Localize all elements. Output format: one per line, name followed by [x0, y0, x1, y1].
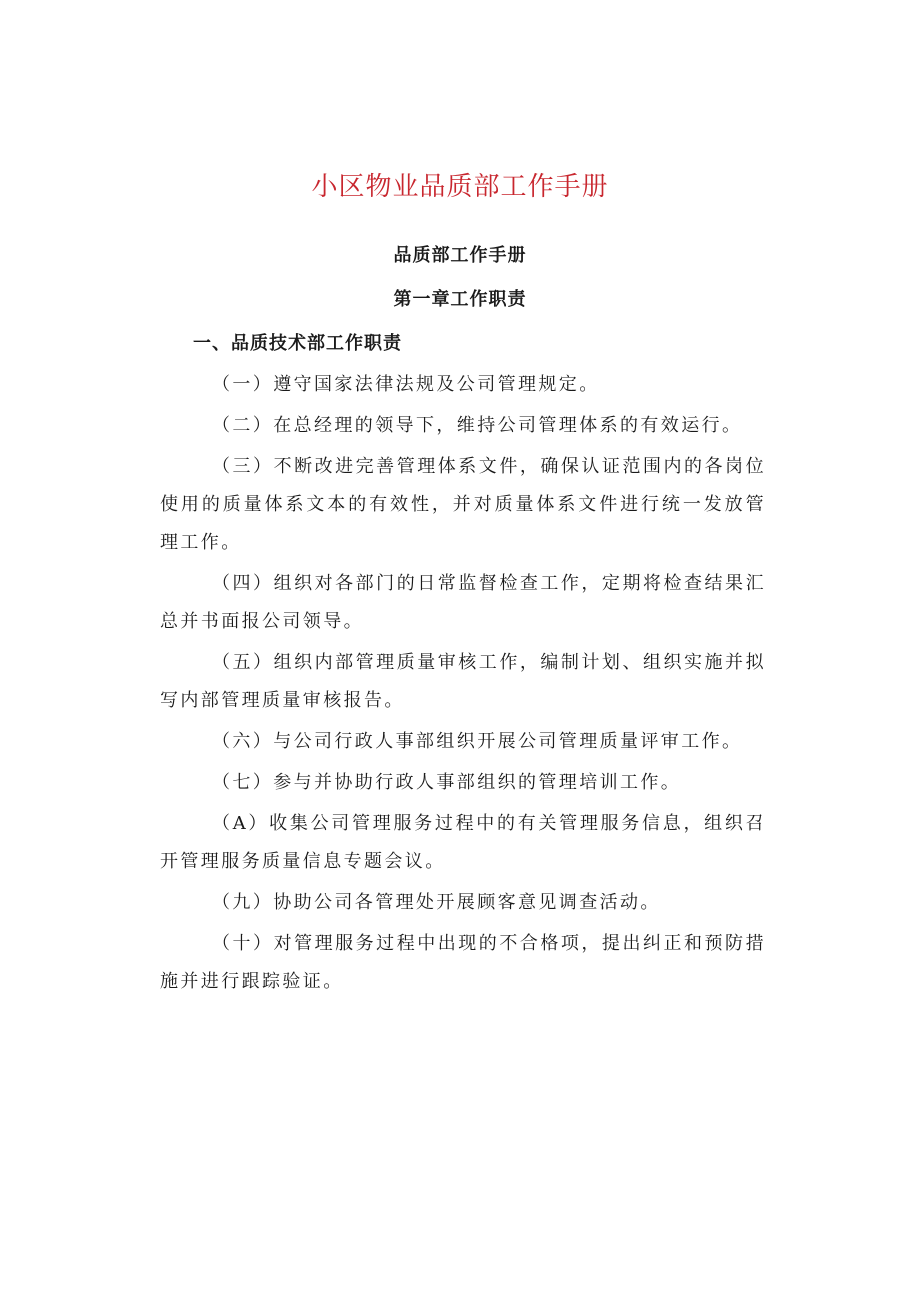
- duty-paragraph: （A）收集公司管理服务过程中的有关管理服务信息，组织召开管理服务质量信息专题会议。: [160, 813, 766, 872]
- duty-paragraph: （二）在总经理的领导下，维持公司管理体系的有效运行。: [212, 415, 743, 436]
- duty-paragraph: （四）组织对各部门的日常监督检查工作，定期将检查结果汇总并书面报公司领导。: [160, 573, 766, 632]
- duties-list: [160, 366, 766, 1004]
- section-heading: 一、品质技术部工作职责: [193, 333, 402, 354]
- duty-paragraph: （十）对管理服务过程中出现的不合格项，提出纠正和预防措施并进行跟踪验证。: [160, 933, 766, 992]
- duty-paragraph: （五）组织内部管理质量审核工作，编制计划、组织实施并拟写内部管理质量审核报告。: [160, 652, 766, 711]
- document-title: 小区物业品质部工作手册: [311, 172, 609, 202]
- duty-paragraph: （六）与公司行政人事部组织开展公司管理质量评审工作。: [212, 731, 743, 752]
- duty-paragraph: （九）协助公司各管理处开展顾客意见调查活动。: [212, 892, 661, 913]
- chapter-heading: 第一章工作职责: [393, 289, 527, 310]
- duty-paragraph: （三）不断改进完善管理体系文件，确保认证范围内的各岗位使用的质量体系文本的有效性，并对质量体系文件进行统一发放管理工作。: [160, 456, 766, 553]
- document-subtitle: 品质部工作手册: [393, 245, 527, 266]
- duty-paragraph: （一）遵守国家法律法规及公司管理规定。: [212, 374, 600, 395]
- duty-paragraph: （七）参与并协助行政人事部组织的管理培训工作。: [212, 772, 682, 793]
